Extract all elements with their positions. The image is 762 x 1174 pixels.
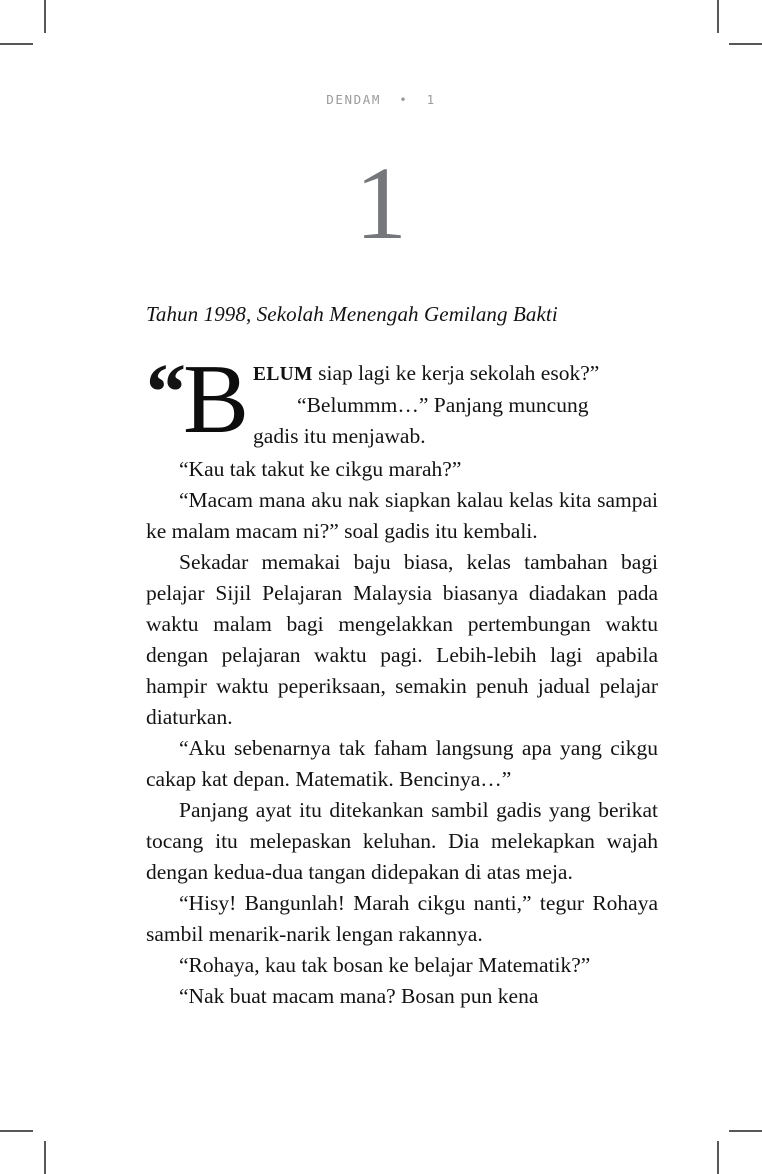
crop-mark-top-right-horizontal <box>729 43 762 45</box>
crop-mark-bottom-left-horizontal <box>0 1130 33 1132</box>
crop-mark-bottom-left-vertical <box>44 1141 46 1174</box>
paragraph: “Kau tak takut ke cikgu marah?” <box>179 457 462 481</box>
scene-setting-line: Tahun 1998, Sekolah Menengah Gemilang Bakti <box>146 302 558 326</box>
crop-mark-top-left-horizontal <box>0 43 33 45</box>
chapter-number: 1 <box>355 146 407 261</box>
opening-line-3: gadis itu menjawab. <box>253 424 426 448</box>
crop-mark-top-right-vertical <box>717 0 719 33</box>
running-header: DENDAM • 1 <box>326 92 436 107</box>
crop-mark-bottom-right-horizontal <box>729 1130 762 1132</box>
paragraph: “Rohaya, kau tak bosan ke belajar Matematik?” <box>179 953 591 977</box>
paragraph: “Aku sebenarnya tak faham langsung apa yang cikgu cakap kat depan. Matematik. Bencinya…” <box>146 736 658 791</box>
opening-paragraph <box>146 345 658 454</box>
body-text-block <box>146 300 658 1012</box>
opening-lead-smallcaps: ELUM <box>253 364 313 385</box>
opening-quote-mark: “ <box>146 349 182 437</box>
crop-mark-bottom-right-vertical <box>717 1141 719 1174</box>
paragraph: Sekadar memakai baju biasa, kelas tambahan bagi pelajar Sijil Pelajaran Malaysia biasanya diadakan pada waktu malam bagi mengelakkan pertembungan waktu dengan pelajaran waktu pagi. Lebih-lebih lagi apabila hampir waktu peperiksaan, semakin penuh jadual pelajar diaturkan. <box>146 550 658 729</box>
opening-lead-rest: siap lagi ke kerja sekolah esok?” <box>312 361 600 385</box>
paragraph: Panjang ayat itu ditekankan sambil gadis yang berikat tocang itu melepaskan keluhan. Dia melekapkan wajah dengan kedua-dua tangan didepakan di atas meja. <box>146 798 658 884</box>
opening-line-2: “Belummm…” Panjang muncung <box>297 393 589 417</box>
paragraph: “Macam mana aku nak siapkan kalau kelas kita sampai ke malam macam ni?” soal gadis itu kembali. <box>146 488 658 543</box>
paragraph: “Hisy! Bangunlah! Marah cikgu nanti,” tegur Rohaya sambil menarik-narik lengan rakannya. <box>146 891 658 946</box>
paragraph: “Nak buat macam mana? Bosan pun kena <box>179 984 539 1008</box>
crop-mark-top-left-vertical <box>44 0 46 33</box>
drop-cap: B <box>183 345 250 454</box>
